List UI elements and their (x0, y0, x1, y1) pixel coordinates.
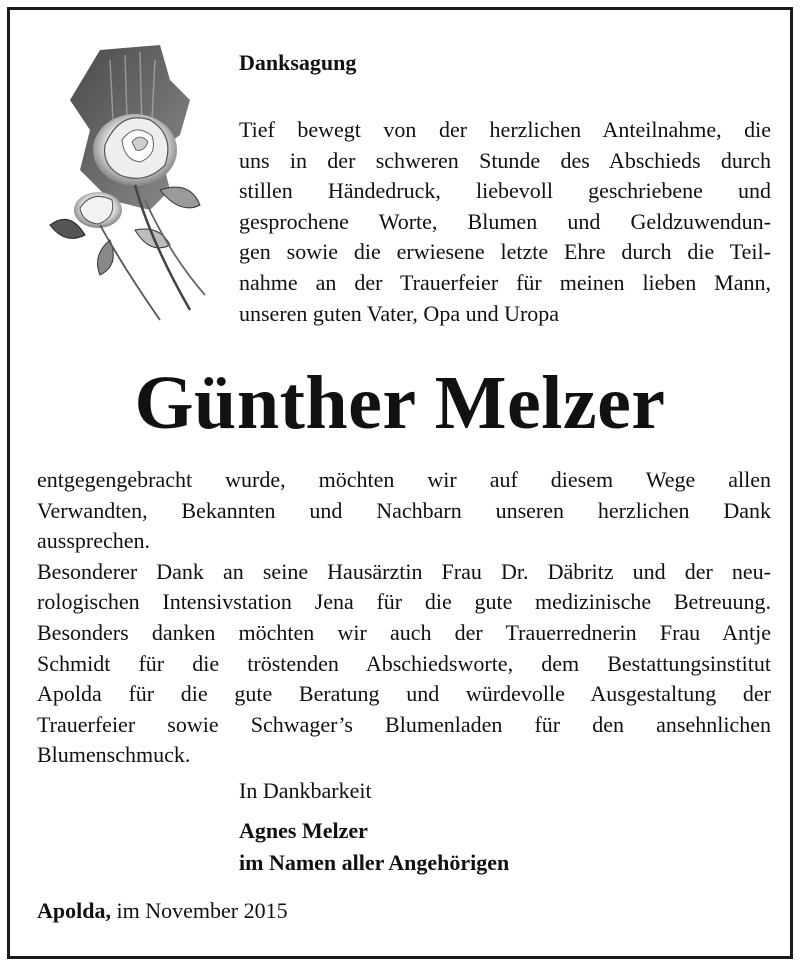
intro-line: gesprochene Worte, Blumen und Geldzuwendun- (239, 208, 771, 234)
body-line: Schmidt für die tröstenden Abschiedsworte, dem Bestattungsinstitut (37, 650, 771, 676)
body-line: Besonders danken möchten wir auch der Trauerrednerin Frau Antje (37, 619, 771, 645)
signature-subline: im Namen aller Angehörigen (239, 850, 510, 875)
body-line: Besonderer Dank an seine Hausärztin Frau Dr. Däbritz und der neu- (37, 558, 771, 584)
intro-text (239, 115, 771, 329)
intro-line: Tief bewegt von der herzlichen Anteilnahme, die (239, 117, 771, 142)
rose-illustration (40, 40, 220, 325)
body-line: Verwandten, Bekannten und Nachbarn unseren herzlichen Dank (37, 497, 771, 523)
place: Apolda, (37, 898, 111, 923)
intro-line: nahme an der Trauerfeier für meinen lieben Mann, (239, 269, 771, 295)
date: im November 2015 (110, 898, 288, 923)
body-line: Trauerfeier sowie Schwager’s Blumenladen für den ansehnlichen (37, 711, 771, 737)
body-line: aussprechen. (37, 528, 151, 554)
intro-line: gen sowie die erwiesene letzte Ehre durch die Teil- (239, 239, 771, 265)
closing-phrase: In Dankbarkeit (239, 778, 372, 803)
body-text (37, 465, 771, 771)
body-line: entgegengebracht wurde, möchten wir auf diesem Wege allen (37, 467, 771, 492)
body-line: Apolda für die gute Beratung und würdevolle Ausgestaltung der (37, 681, 771, 707)
body-line: Blumenschmuck. (37, 742, 191, 768)
place-date (37, 898, 288, 924)
signature (239, 815, 509, 879)
intro-line: unseren guten Vater, Opa und Uropa (239, 300, 560, 326)
signature-name: Agnes Melzer (239, 818, 368, 843)
body-line: rologischen Intensivstation Jena für die gute medizinische Betreuung. (37, 589, 771, 615)
obituary-frame (7, 7, 793, 959)
intro-line: stillen Händedruck, liebevoll geschriebene und (239, 178, 771, 204)
deceased-name: Günther Melzer (134, 361, 666, 445)
heading: Danksagung (239, 50, 357, 75)
intro-line: uns in der schweren Stunde des Abschieds durch (239, 147, 771, 173)
